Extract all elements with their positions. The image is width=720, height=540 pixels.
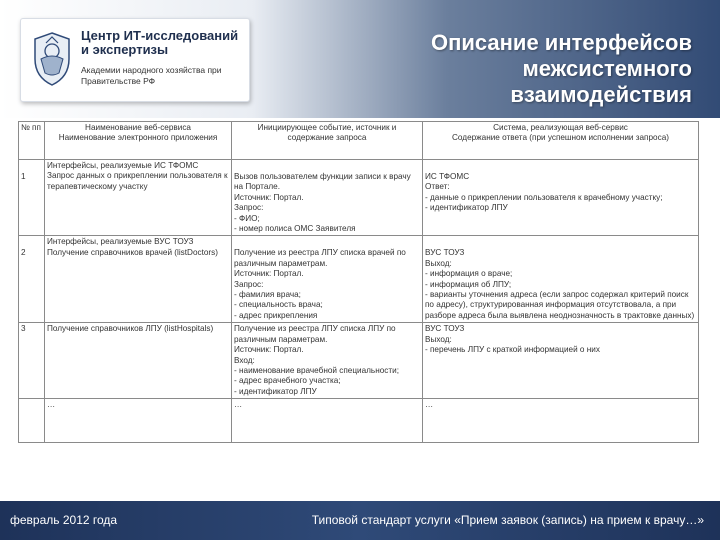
row-event-line: Источник: Портал. (234, 269, 304, 279)
row-name (45, 236, 232, 323)
table-row (19, 236, 699, 323)
row-event-line: - фамилия врача; (234, 290, 301, 300)
slide-title-line: межсистемного (522, 56, 692, 81)
row-num-text: 3 (21, 324, 26, 334)
row-system-line: ВУС ТОУЗ (425, 248, 465, 258)
row-num-text: 1 (21, 172, 26, 181)
row-event-line: Источник: Портал. (234, 192, 304, 202)
row-system-line: Выход: (425, 258, 452, 268)
row-event-line: Вызов пользователем функции записи к врачу на Портале. (234, 172, 411, 192)
header-name-line: Наименование веб-сервиса (85, 123, 191, 132)
header-num: № пп (19, 122, 45, 160)
row-event-line: Получение из реестра ЛПУ списка ЛПУ по различным параметрам. (234, 324, 396, 344)
table-row (19, 323, 699, 399)
slide-title-line: Описание интерфейсов (430, 30, 692, 55)
row-num (19, 160, 45, 236)
group-title: Интерфейсы, реализуемые ВУС ТОУЗ (47, 237, 194, 247)
row-name-text: Получение справочников врачей (listDoctors) (47, 247, 218, 257)
row-event-line: Источник: Портал. (234, 345, 304, 355)
footer-date: февраль 2012 года (10, 513, 118, 527)
row-event-line: - адрес прикрепления (234, 310, 318, 320)
logo-title: Центр ИТ-исследований и экспертизы (81, 28, 239, 57)
row-system (423, 236, 699, 323)
logo-subtitle: Академии народного хозяйства при Правительстве РФ (81, 65, 222, 86)
row-event-line: - наименование врачебной специальности; (234, 365, 399, 375)
row-system (423, 160, 699, 236)
row-event-line: Вход: (234, 355, 255, 365)
row-event-line: - специальность врача; (234, 300, 323, 310)
header-name-line: Наименование электронного приложения (58, 133, 218, 143)
row-system-line: ВУС ТОУЗ (425, 324, 465, 334)
header-system-line: Система, реализующая веб-сервис (493, 123, 628, 132)
slide-title-line: взаимодействия (510, 82, 692, 107)
ellipsis-text: … (234, 400, 243, 410)
row-system-line: - информация об ЛПУ; (425, 279, 512, 289)
header-event: Инициирующее событие, источник и содержание запроса (232, 122, 423, 160)
interfaces-table (18, 121, 699, 443)
row-event-line: - идентификатор ЛПУ (234, 386, 317, 396)
ellipsis-text: … (425, 400, 434, 410)
row-system-line: - перечень ЛПУ с краткой информацией о них (425, 345, 600, 355)
table-row (19, 160, 699, 236)
row-name (45, 160, 232, 236)
row-num-text: 2 (21, 248, 26, 258)
header-system-line: Содержание ответа (при успешном исполнении запроса) (452, 133, 669, 143)
row-system (423, 323, 699, 399)
row-system-line: Ответ: (425, 182, 450, 192)
row-event-line: - ФИО; (234, 213, 260, 223)
header-system (423, 122, 699, 160)
row-num (19, 323, 45, 399)
row-system-line: - варианты уточнения адреса (если запрос содержал критерий поиск по адресу), структурированная информация отсутствовала, а при разборе адреса была выявлена неоднозначность в трактовке данных) (425, 290, 695, 320)
row-num (19, 236, 45, 323)
row-system-line: - информация о враче; (425, 269, 513, 279)
row-event-line: - адрес врачебного участка; (234, 376, 341, 386)
row-name-text: Получение справочников ЛПУ (listHospitals) (47, 324, 214, 334)
row-event-line: - номер полиса ОМС Заявителя (234, 224, 356, 234)
row-event (232, 236, 423, 323)
ellipsis-cell (232, 399, 423, 443)
row-system-line: Выход: (425, 334, 452, 344)
header-name (45, 122, 232, 160)
row-event-line: Запрос: (234, 279, 264, 289)
table-header-row (19, 122, 699, 160)
footer-bar (0, 501, 720, 540)
ellipsis-text: … (47, 400, 56, 410)
row-num (19, 399, 45, 443)
row-system-line: - идентификатор ЛПУ (425, 203, 508, 213)
row-event-line: Запрос: (234, 203, 264, 213)
row-event-line: Получение из реестра ЛПУ списка врачей по различным параметрам. (234, 248, 406, 268)
footer-caption: Типовой стандарт услуги «Прием заявок (запись) на прием к врачу…» (311, 513, 704, 527)
group-title: Интерфейсы, реализуемые ИС ТФОМС (47, 161, 199, 170)
slide-title (312, 30, 692, 108)
row-system-line: ИС ТФОМС (425, 172, 470, 181)
ellipsis-cell (45, 399, 232, 443)
header-banner (0, 0, 720, 118)
row-name (45, 323, 232, 399)
logo-box (20, 18, 250, 102)
row-event (232, 160, 423, 236)
row-name-text: Запрос данных о прикреплении пользователя к терапевтическому участку (47, 171, 228, 191)
ellipsis-cell (423, 399, 699, 443)
emblem-icon (29, 29, 75, 89)
table-row-ellipsis (19, 399, 699, 443)
row-event (232, 323, 423, 399)
row-system-line: - данные о прикреплении пользователя к врачебному участку; (425, 192, 663, 202)
